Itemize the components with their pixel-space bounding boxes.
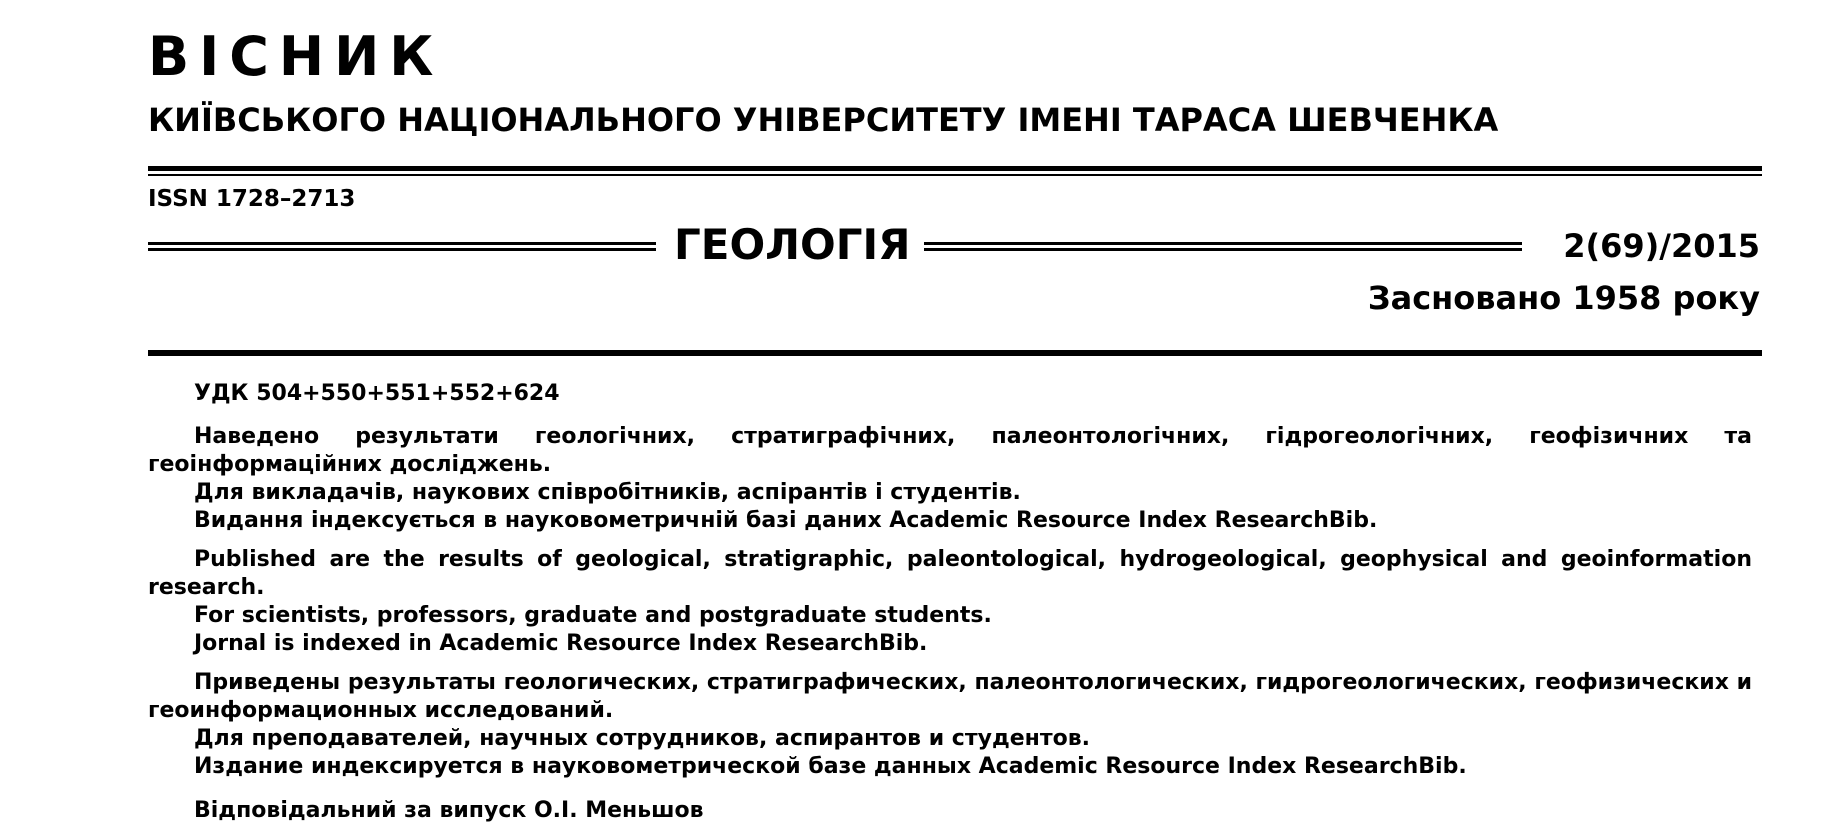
- udc-code: УДК 504+550+551+552+624: [194, 381, 560, 406]
- journal-page: [148, 0, 1762, 829]
- editor-block: [148, 797, 1752, 825]
- russian-indexing: Издание индексируется в науковометрической базе данных Academic Resource Index ResearchBib.: [194, 754, 1467, 779]
- header-divider: [148, 166, 1762, 176]
- issue-number: 2(69)/2015: [1563, 227, 1760, 265]
- series-row: [148, 220, 1762, 276]
- journal-title: ВІСНИК: [148, 25, 444, 88]
- issn-label: ISSN 1728–2713: [148, 186, 356, 212]
- ukrainian-summary: Наведено результати геологічних, стратиграфічних, палеонтологічних, гідрогеологічних, геофізичних та геоінформаційних досліджень.: [148, 424, 1752, 477]
- founded-year: Засновано 1958 року: [1367, 279, 1760, 317]
- series-name: ГЕОЛОГІЯ: [674, 220, 911, 269]
- ukrainian-indexing: Видання індексується в науковометричній базі даних Academic Resource Index ResearchBib.: [194, 508, 1378, 533]
- english-indexing: Jornal is indexed in Academic Resource Index ResearchBib.: [194, 631, 928, 656]
- russian-summary: Приведены результаты геологических, стратиграфических, палеонтологических, гидрогеологических, геофизических и геоинформационных исследований.: [148, 670, 1752, 723]
- responsible-editor: Відповідальний за випуск О.І. Меньшов: [194, 798, 704, 823]
- english-summary: Published are the results of geological, stratigraphic, paleontological, hydrogeological, geophysical and geoinformation research.: [148, 547, 1752, 600]
- series-rule-right: [924, 242, 1522, 251]
- section-divider: [148, 350, 1762, 356]
- english-audience: For scientists, professors, graduate and postgraduate students.: [194, 603, 992, 628]
- english-abstract: [148, 546, 1752, 658]
- ukrainian-abstract: [148, 423, 1752, 535]
- ukrainian-audience: Для викладачів, наукових співробітників, аспірантів і студентів.: [194, 480, 1021, 505]
- russian-abstract: [148, 669, 1752, 781]
- series-rule-left: [148, 242, 656, 251]
- udc-code-block: [148, 380, 1752, 408]
- journal-subtitle: КИЇВСЬКОГО НАЦІОНАЛЬНОГО УНІВЕРСИТЕТУ ІМЕНІ ТАРАСА ШЕВЧЕНКА: [148, 101, 1499, 139]
- russian-audience: Для преподавателей, научных сотрудников, аспирантов и студентов.: [194, 726, 1090, 751]
